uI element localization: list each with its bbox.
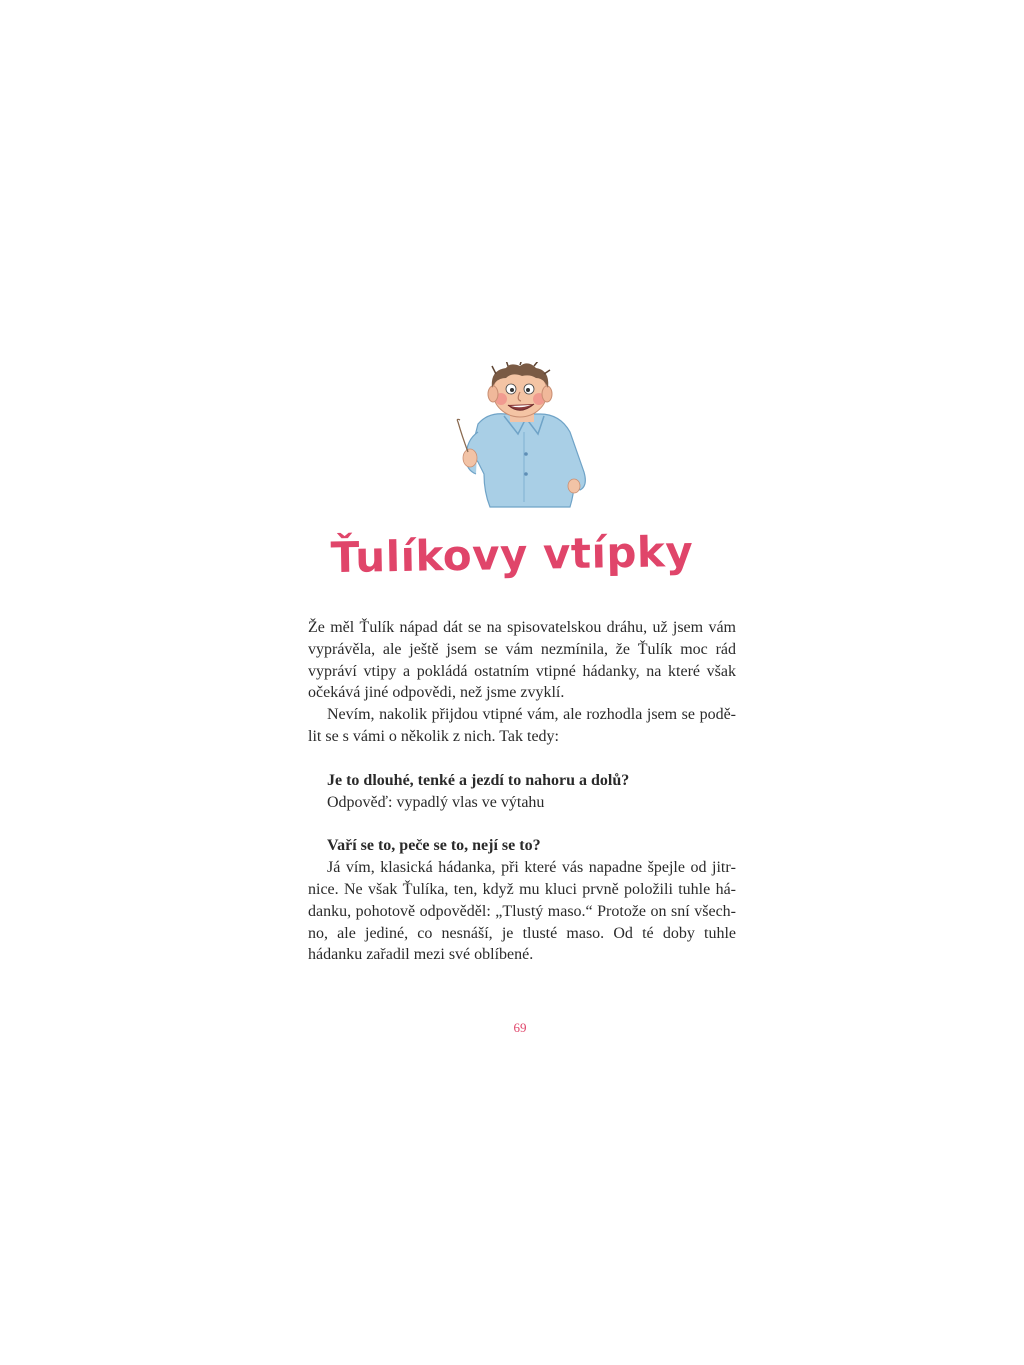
spacer — [308, 748, 736, 770]
paragraph: Nevím, nakolik přijdou vtipné vám, ale rozhodla jsem se podělit se s vámi o několik z nich. Tak tedy: — [308, 706, 736, 745]
spacer — [308, 813, 736, 835]
riddle-question: Vaří se to, peče se to, nejí se to? — [327, 837, 541, 855]
riddle-answer: Odpověď: vypadlý vlas ve výtahu — [327, 793, 545, 811]
page-title: Ťulíkovy vtípky — [330, 526, 694, 583]
page-number: 69 — [513, 1020, 527, 1035]
paragraph: Že měl Ťulík nápad dát se na spisovatelskou dráhu, už jsem vám vyprávěla, ale ještě jsem se vám nezmínila, že Ťulík moc rád vypráví vtipy a pokládá ostatním vtipné hádanky, na které však očekává jiné odpovědi, než jsme zvyklí. — [308, 619, 736, 702]
riddle-answer: Já vím, klasická hádanka, při které vás napadne špejle od jitrnice. Ne však Ťulíka, ten, když mu kluci prvně položili tuhle hádanku, pohotově odpověděl: „Tlustý maso.“ Protože on sní všechno, ale jediné, co nesnáší, je tlusté maso. Od té doby tuhle hádanku zařadil mezi své oblíbené. — [308, 859, 736, 964]
body-text — [308, 617, 736, 966]
boy-illustration — [448, 362, 592, 512]
riddle-question: Je to dlouhé, tenké a jezdí to nahoru a dolů? — [327, 771, 630, 789]
